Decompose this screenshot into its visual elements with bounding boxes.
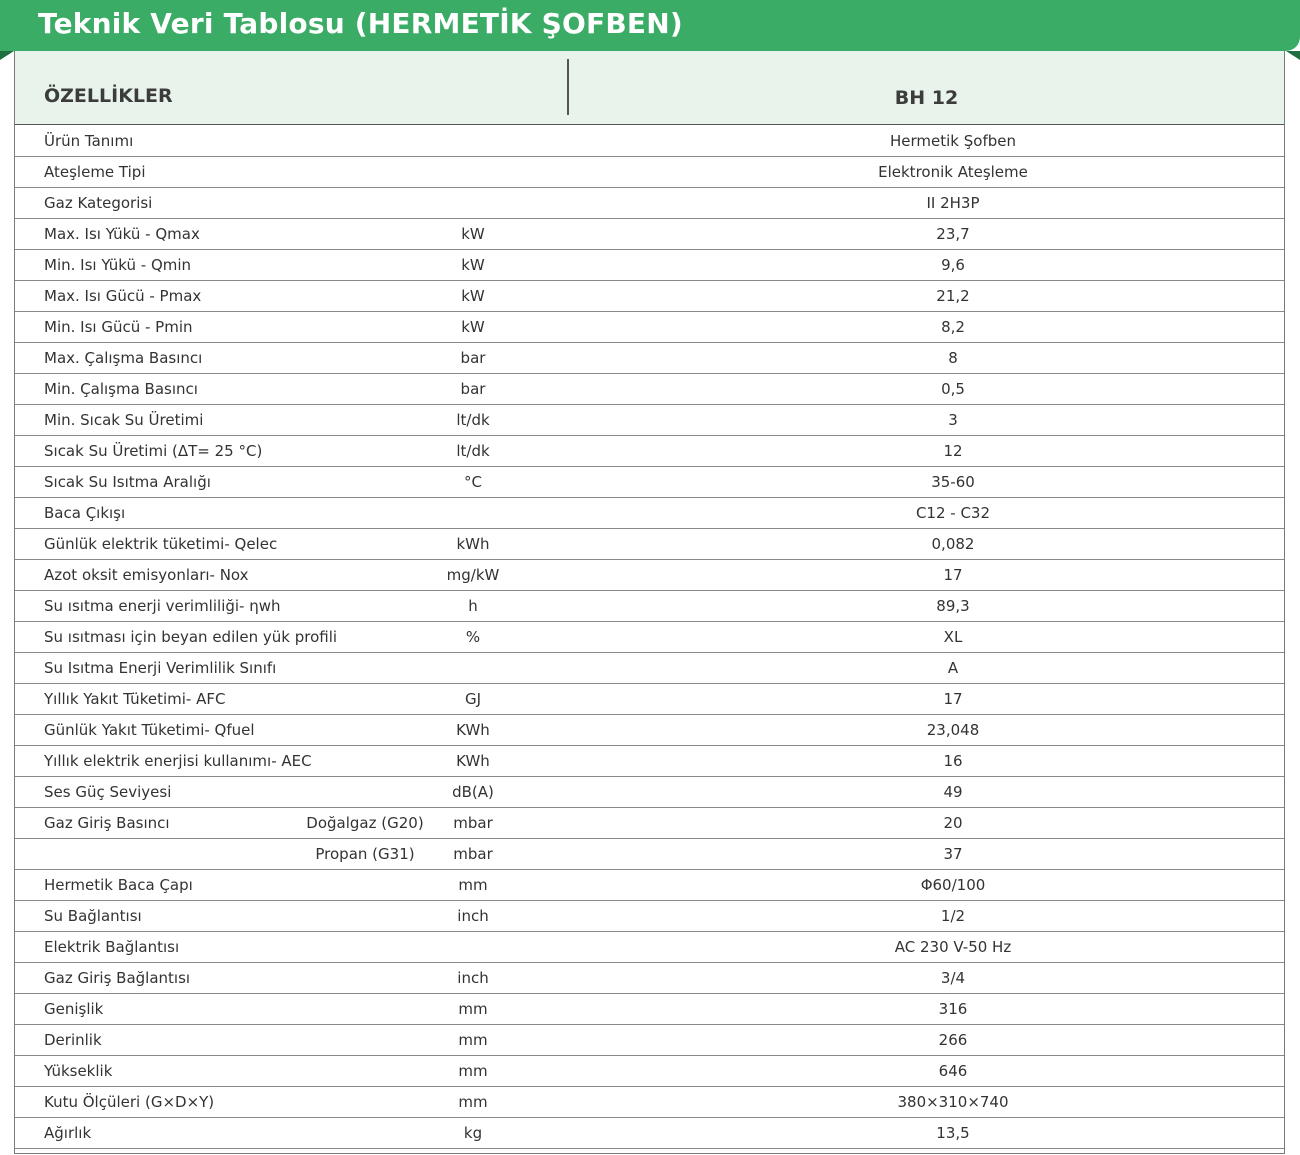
- row-value: 35-60: [931, 473, 975, 491]
- row-label: Max. Isı Yükü - Qmax: [44, 225, 200, 243]
- row-unit: kW: [461, 256, 485, 274]
- header-features: ÖZELLİKLER: [44, 85, 173, 107]
- row-label: Min. Çalışma Basıncı: [44, 380, 198, 398]
- table-row: [15, 157, 1284, 188]
- row-value: 0,5: [941, 380, 965, 398]
- table-row: [15, 1118, 1284, 1149]
- row-unit: °C: [464, 473, 482, 491]
- row-label: Su Isıtma Enerji Verimlilik Sınıfı: [44, 659, 277, 677]
- row-label: Ateşleme Tipi: [44, 163, 146, 181]
- row-value: 20: [943, 814, 963, 832]
- row-label: Hermetik Baca Çapı: [44, 876, 193, 894]
- table-row: [15, 591, 1284, 622]
- row-label: Baca Çıkışı: [44, 504, 126, 522]
- row-label: Günlük elektrik tüketimi- Qelec: [44, 535, 278, 553]
- row-label: Ses Güç Seviyesi: [44, 783, 172, 801]
- row-sublabel: Doğalgaz (G20): [306, 814, 424, 832]
- table-row: [15, 436, 1284, 467]
- row-value: 17: [943, 566, 963, 584]
- row-label: Yıllık elektrik enerjisi kullanımı- AEC: [44, 752, 312, 770]
- table-row: [15, 653, 1284, 684]
- row-value: 12: [943, 442, 963, 460]
- table-header: [15, 51, 1284, 125]
- row-label: Elektrik Bağlantısı: [44, 938, 180, 956]
- row-unit: kW: [461, 287, 485, 305]
- table-row: [15, 219, 1284, 250]
- row-value: II 2H3P: [926, 194, 980, 212]
- row-label: Ağırlık: [44, 1124, 92, 1142]
- row-unit: mm: [458, 1031, 488, 1049]
- row-unit: %: [465, 628, 481, 646]
- row-value: 9,6: [941, 256, 965, 274]
- table-row: [15, 405, 1284, 436]
- table-row: [15, 343, 1284, 374]
- spec-table: [14, 51, 1285, 1154]
- row-value: Φ60/100: [920, 876, 986, 894]
- table-row: [15, 374, 1284, 405]
- row-unit: kW: [461, 318, 485, 336]
- row-unit: KWh: [456, 721, 490, 739]
- row-unit: kWh: [456, 535, 490, 553]
- row-label: Su ısıtma enerji verimliliği- ηwh: [44, 597, 281, 615]
- row-label: Azot oksit emisyonları- Nox: [44, 566, 249, 584]
- row-unit: mbar: [453, 845, 493, 863]
- table-row: [15, 1025, 1284, 1056]
- row-label: Günlük Yakıt Tüketimi- Qfuel: [44, 721, 255, 739]
- table-row: [15, 994, 1284, 1025]
- header-model: BH 12: [894, 87, 959, 109]
- row-unit: bar: [460, 380, 486, 398]
- row-value: 646: [938, 1062, 968, 1080]
- table-row: [15, 250, 1284, 281]
- row-value: 23,048: [926, 721, 980, 739]
- table-row: [15, 715, 1284, 746]
- table-row: [15, 498, 1284, 529]
- row-label: Ürün Tanımı: [44, 132, 134, 150]
- row-value: 1/2: [940, 907, 966, 925]
- row-value: 0,082: [931, 535, 975, 553]
- row-unit: inch: [457, 969, 489, 987]
- table-row: [15, 560, 1284, 591]
- row-value: 16: [943, 752, 963, 770]
- row-label: Su ısıtması için beyan edilen yük profili: [44, 628, 338, 646]
- page-title: Teknik Veri Tablosu (HERMETİK ŞOFBEN): [38, 7, 683, 40]
- title-tab-right-decoration: [1286, 51, 1300, 60]
- table-row: [15, 684, 1284, 715]
- row-unit: lt/dk: [456, 442, 490, 460]
- row-label: Gaz Giriş Bağlantısı: [44, 969, 191, 987]
- table-row: [15, 529, 1284, 560]
- row-label: Sıcak Su Üretimi (ΔT= 25 °C): [44, 442, 263, 460]
- row-value: C12 - C32: [915, 504, 991, 522]
- row-value: 8: [948, 349, 958, 367]
- row-unit: GJ: [464, 690, 482, 708]
- table-row: [15, 746, 1284, 777]
- row-unit: kW: [461, 225, 485, 243]
- table-row: [15, 839, 1284, 870]
- row-unit: mm: [458, 1093, 488, 1111]
- row-label: Gaz Kategorisi: [44, 194, 153, 212]
- row-value: 8,2: [941, 318, 965, 336]
- row-unit: inch: [457, 907, 489, 925]
- row-value: XL: [943, 628, 963, 646]
- row-value: 23,7: [936, 225, 970, 243]
- table-row: [15, 901, 1284, 932]
- title-tab-left-decoration: [0, 51, 14, 60]
- row-unit: mm: [458, 876, 488, 894]
- row-value: Hermetik Şofben: [890, 132, 1016, 150]
- row-label: Su Bağlantısı: [44, 907, 142, 925]
- table-row: [15, 808, 1284, 839]
- row-unit: mg/kW: [446, 566, 500, 584]
- row-value: 37: [943, 845, 963, 863]
- row-label: Genişlik: [44, 1000, 104, 1018]
- table-row: [15, 963, 1284, 994]
- row-value: A: [947, 659, 959, 677]
- row-label: Kutu Ölçüleri (G×D×Y): [44, 1093, 215, 1111]
- row-value: 380×310×740: [897, 1093, 1009, 1111]
- row-unit: dB(A): [452, 783, 494, 801]
- table-row: [15, 1056, 1284, 1087]
- row-value: Elektronik Ateşleme: [878, 163, 1028, 181]
- row-unit: bar: [460, 349, 486, 367]
- row-value: 49: [943, 783, 963, 801]
- row-value: 21,2: [936, 287, 970, 305]
- table-row: [15, 312, 1284, 343]
- row-label: Max. Isı Gücü - Pmax: [44, 287, 202, 305]
- row-unit: kg: [463, 1124, 483, 1142]
- row-label: Sıcak Su Isıtma Aralığı: [44, 473, 211, 491]
- row-label: Gaz Giriş Basıncı: [44, 814, 170, 832]
- table-row: [15, 1087, 1284, 1118]
- row-unit: h: [468, 597, 478, 615]
- table-row: [15, 622, 1284, 653]
- row-value: 17: [943, 690, 963, 708]
- row-unit: mm: [458, 1000, 488, 1018]
- row-value: 316: [938, 1000, 968, 1018]
- table-row: [15, 467, 1284, 498]
- row-label: Yükseklik: [44, 1062, 113, 1080]
- row-value: 13,5: [936, 1124, 970, 1142]
- table-row: [15, 281, 1284, 312]
- row-unit: KWh: [456, 752, 490, 770]
- table-row: [15, 870, 1284, 901]
- title-bar: [0, 0, 1300, 51]
- row-sublabel: Propan (G31): [315, 845, 415, 863]
- table-row: [15, 126, 1284, 157]
- row-label: Min. Isı Yükü - Qmin: [44, 256, 192, 274]
- row-label: Min. Sıcak Su Üretimi: [44, 411, 204, 429]
- row-value: 3: [948, 411, 958, 429]
- row-label: Yıllık Yakıt Tüketimi- AFC: [44, 690, 226, 708]
- row-unit: lt/dk: [456, 411, 490, 429]
- row-value: 89,3: [936, 597, 970, 615]
- row-value: AC 230 V-50 Hz: [894, 938, 1012, 956]
- table-row: [15, 932, 1284, 963]
- row-label: Min. Isı Gücü - Pmin: [44, 318, 193, 336]
- table-row: [15, 777, 1284, 808]
- row-unit: mbar: [453, 814, 493, 832]
- row-label: Derinlik: [44, 1031, 102, 1049]
- table-row: [15, 188, 1284, 219]
- row-unit: mm: [458, 1062, 488, 1080]
- row-value: 3/4: [940, 969, 966, 987]
- row-value: 266: [938, 1031, 968, 1049]
- row-label: Max. Çalışma Basıncı: [44, 349, 203, 367]
